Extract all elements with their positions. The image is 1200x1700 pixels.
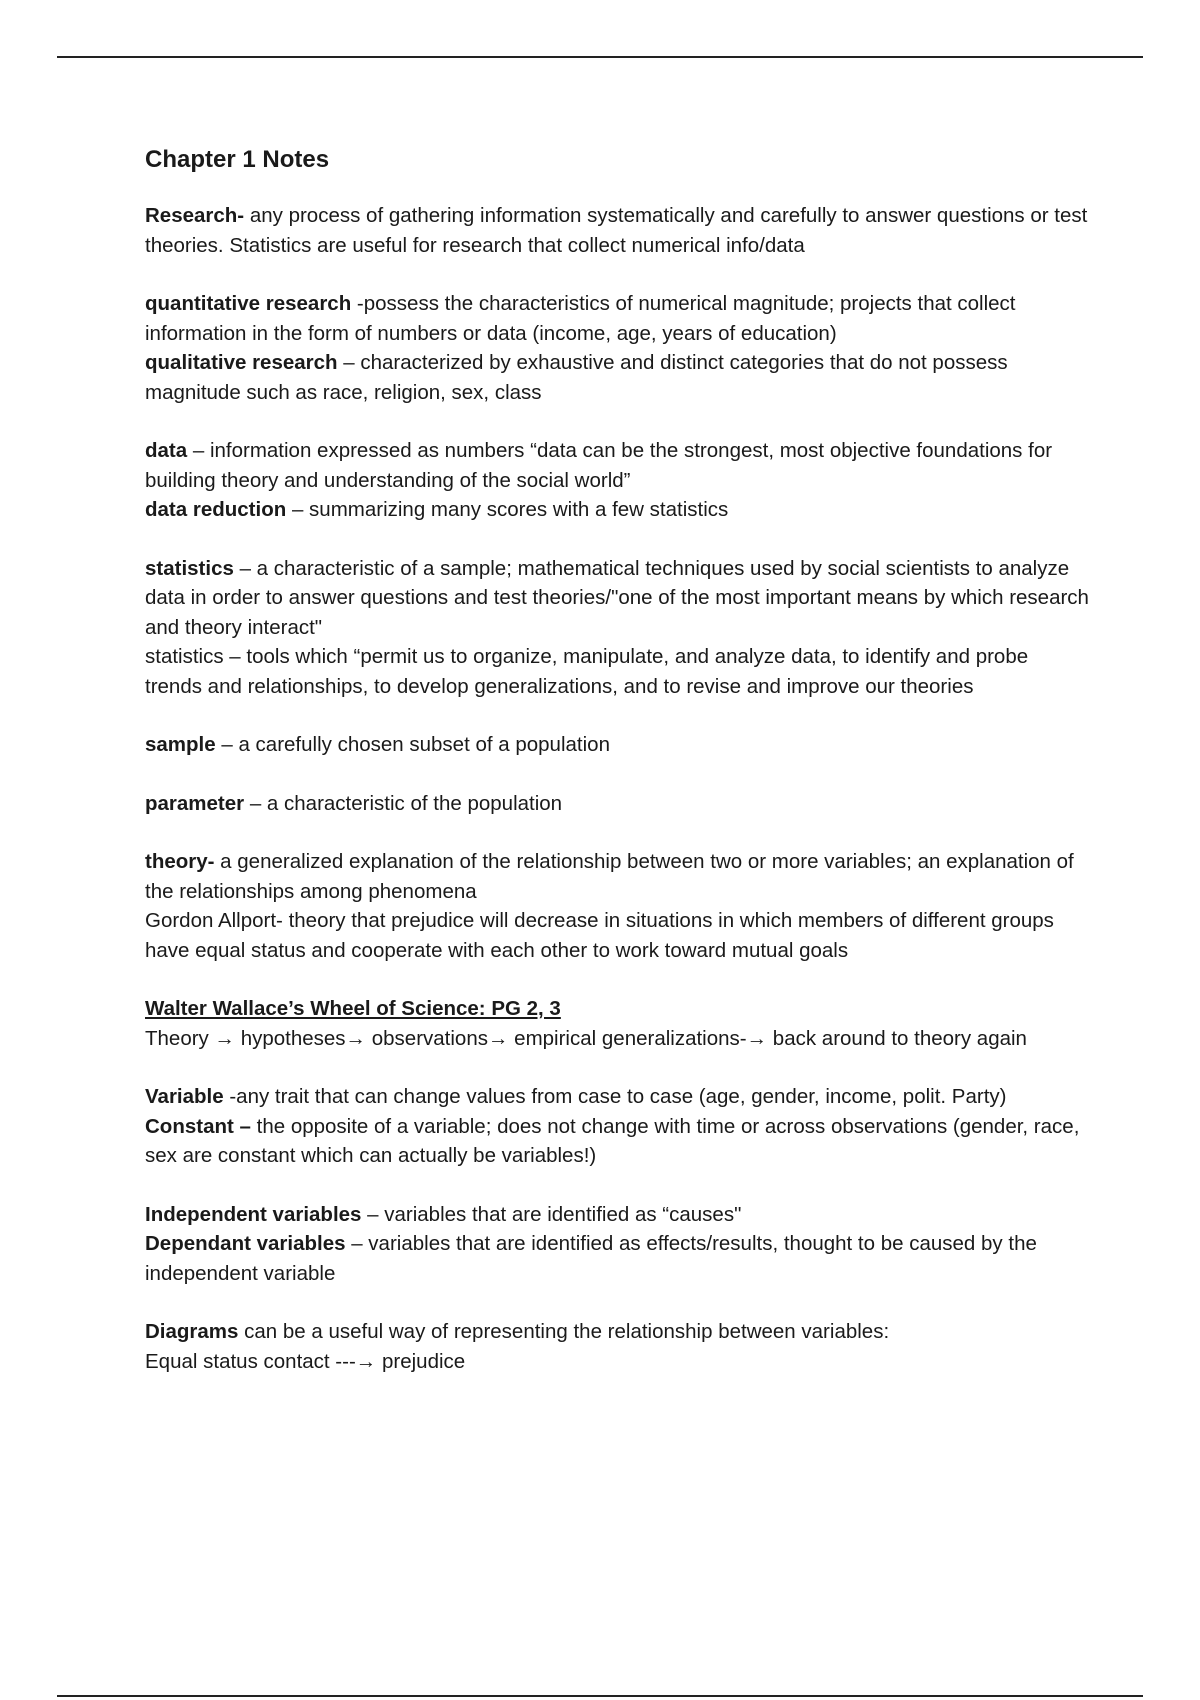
data-reduction-term: data reduction [145, 498, 287, 521]
data-reduction-definition: data reduction – summarizing many scores with a few statistics [145, 498, 729, 521]
dependent-variables-term: Dependant variables [145, 1232, 346, 1255]
document-body [145, 145, 1090, 1376]
top-divider [57, 56, 1143, 58]
diagrams-definition: Diagrams can be a useful way of representing the relationship between variables: [145, 1320, 890, 1343]
wheel-of-science-heading: Walter Wallace’s Wheel of Science: PG 2, 3 [145, 997, 561, 1020]
dependent-variables-definition: Dependant variables – variables that are identified as effects/results, thought to be caused by the independent variable [145, 1232, 1037, 1285]
data-term: data [145, 439, 188, 462]
allport-theory: Gordon Allport- theory that prejudice will decrease in situations in which members of different groups have equal status and cooperate with each other to work toward mutual goals [145, 909, 1054, 962]
theory-definition: theory- a generalized explanation of the relationship between two or more variables; an explanation of the relationships among phenomena [145, 850, 1074, 903]
sample-term: sample [145, 733, 216, 756]
wheel-of-science-cycle: Theory → hypotheses→ observations→ empirical generalizations-→ back around to theory again [145, 1026, 1027, 1050]
qualitative-term: qualitative research [145, 351, 338, 374]
diagram-example: Equal status contact ---→ prejudice [145, 1349, 466, 1373]
qualitative-definition: qualitative research – characterized by exhaustive and distinct categories that do not possess magnitude such as race, religion, sex, class [145, 351, 1008, 404]
variable-term: Variable [145, 1085, 224, 1108]
constant-term: Constant – [145, 1114, 251, 1138]
statistics-second-definition: statistics – tools which “permit us to organize, manipulate, and analyze data, to identify and probe trends and relationships, to develop generalizations, and to revise and improve our theories [145, 645, 1029, 698]
sample-definition: sample – a carefully chosen subset of a population [145, 733, 610, 756]
independent-variables-definition: Independent variables – variables that are identified as “causes" [145, 1202, 742, 1226]
statistics-definition: statistics – a characteristic of a sample; mathematical techniques used by social scientists to analyze data in order to answer questions and test theories/"one of the most important means by which research and theory interact" [145, 556, 1089, 639]
quantitative-term: quantitative research [145, 292, 352, 315]
quantitative-definition: quantitative research -possess the characteristics of numerical magnitude; projects that collect information in the form of numbers or data (income, age, years of education) [145, 292, 1016, 345]
diagrams-term: Diagrams [145, 1320, 239, 1343]
statistics-term: statistics [145, 556, 234, 580]
data-definition: data – information expressed as numbers “data can be the strongest, most objective foundations for building theory and understanding of the social world” [145, 439, 1053, 492]
independent-variables-term: Independent variables [145, 1202, 362, 1226]
parameter-definition: parameter – a characteristic of the population [145, 791, 563, 815]
bottom-divider [57, 1695, 1143, 1697]
research-term: Research- [145, 204, 245, 227]
variable-definition: Variable -any trait that can change values from case to case (age, gender, income, polit. Party) [145, 1085, 1007, 1108]
constant-definition: Constant – the opposite of a variable; does not change with time or across observations (gender, race, sex are constant which can actually be variables!) [145, 1114, 1080, 1167]
research-definition: Research- any process of gathering information systematically and carefully to answer questions or test theories. Statistics are useful for research that collect numerical info/data [145, 204, 1088, 257]
page-title: Chapter 1 Notes [145, 146, 330, 173]
parameter-term: parameter [145, 791, 245, 815]
theory-term: theory- [145, 850, 215, 873]
